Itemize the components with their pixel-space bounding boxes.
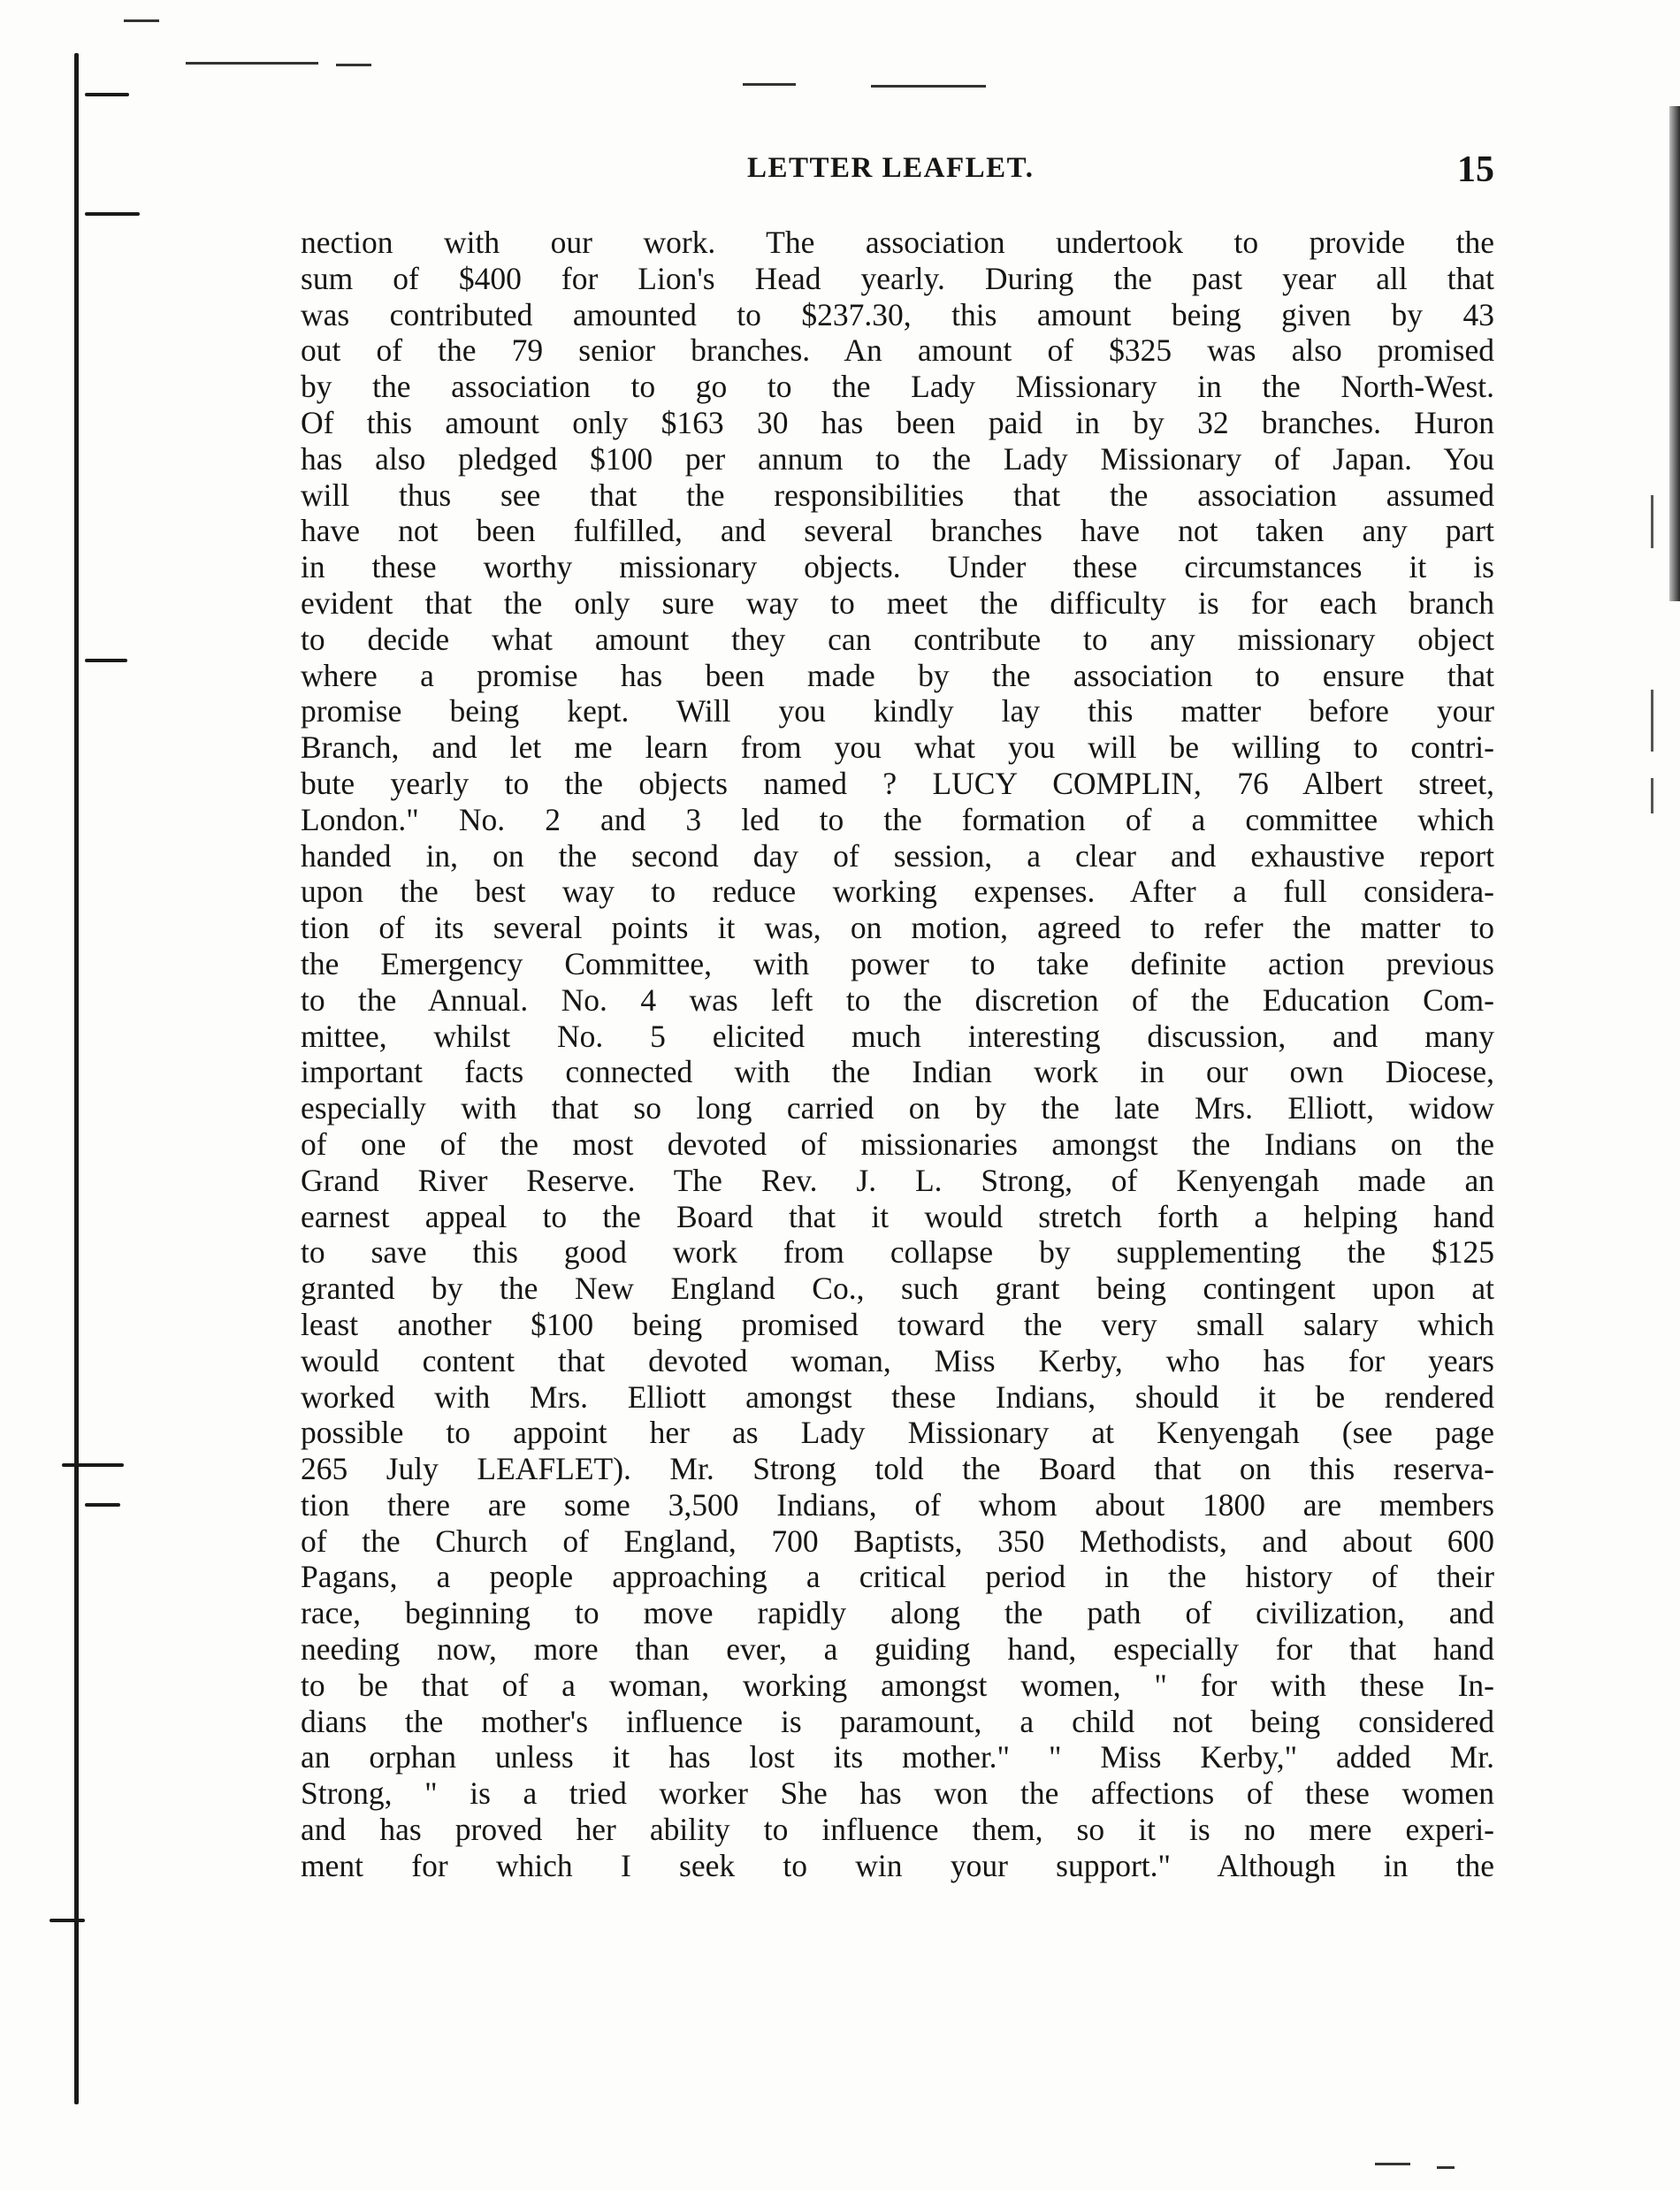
text-line: sum of $400 for Lion's Head yearly. During the past year all that (301, 260, 1494, 296)
text-line: have not been fulfilled, and several branches have not taken any part (301, 513, 1494, 549)
binding-edge (1669, 106, 1680, 601)
text-line: promise being kept. Will you kindly lay this matter before your (301, 693, 1494, 729)
text-line: tion there are some 3,500 Indians, of whom about 1800 are members (301, 1486, 1494, 1523)
text-line: race, beginning to move rapidly along the path of civilization, and (301, 1595, 1494, 1631)
scan-mark (743, 83, 796, 86)
text-line: evident that the only sure way to meet the difficulty is for each branch (301, 584, 1494, 621)
text-line: to be that of a woman, working amongst women, " for with these In- (301, 1667, 1494, 1703)
scan-mark (85, 212, 140, 216)
page-number: 15 (1457, 149, 1494, 190)
scan-mark (1437, 2166, 1455, 2169)
text-line: of the Church of England, 700 Baptists, 350 Methodists, and about 600 (301, 1523, 1494, 1559)
text-line: an orphan unless it has lost its mother." " Miss Kerby," added Mr. (301, 1739, 1494, 1775)
text-line: tion of its several points it was, on motion, agreed to refer the matter to (301, 910, 1494, 946)
text-line: to decide what amount they can contribute to any missionary object (301, 621, 1494, 657)
scan-mark (85, 659, 127, 662)
text-line: and has proved her ability to influence them, so it is no mere experi- (301, 1812, 1494, 1848)
scan-mark (336, 64, 371, 66)
text-line: to save this good work from collapse by supplementing the $125 (301, 1234, 1494, 1271)
text-line: Of this amount only $163 30 has been paid in by 32 branches. Huron (301, 404, 1494, 440)
text-line: Pagans, a people approaching a critical period in the history of their (301, 1559, 1494, 1595)
binding-edge (74, 53, 79, 2104)
text-line: worked with Mrs. Elliott amongst these Indians, should it be rendered (301, 1378, 1494, 1415)
text-line: Strong, " is a tried worker She has won the affections of these women (301, 1775, 1494, 1812)
text-line: bute yearly to the objects named ? LUCY COMPLIN, 76 Albert street, (301, 765, 1494, 801)
scan-mark (1651, 495, 1653, 548)
text-line: 265 July LEAFLET). Mr. Strong told the Board that on this reserva- (301, 1451, 1494, 1487)
running-title: LETTER LEAFLET. (747, 152, 1035, 184)
text-line: London." No. 2 and 3 led to the formation of a committee which (301, 801, 1494, 837)
text-line: possible to appoint her as Lady Missionary at Kenyengah (see page (301, 1415, 1494, 1451)
text-line: least another $100 being promised toward the very small salary which (301, 1306, 1494, 1342)
text-line: will thus see that the responsibilities that the association assumed (301, 477, 1494, 513)
text-line: handed in, on the second day of session, a clear and exhaustive report (301, 837, 1494, 874)
text-line: has also pledged $100 per annum to the Lady Missionary of Japan. You (301, 440, 1494, 477)
text-line: Grand River Reserve. The Rev. J. L. Strong, of Kenyengah made an (301, 1162, 1494, 1198)
scan-mark (1651, 778, 1653, 813)
running-head (301, 149, 1494, 196)
text-line: nection with our work. The association undertook to provide the (301, 225, 1494, 260)
scan-mark (124, 19, 159, 22)
scan-mark (85, 1503, 120, 1507)
text-line: was contributed amounted to $237.30, this amount being given by 43 (301, 296, 1494, 332)
scan-mark (1375, 2163, 1410, 2165)
text-line: earnest appeal to the Board that it would stretch forth a helping hand (301, 1198, 1494, 1234)
text-line: ment for which I seek to win your support." Although in the (301, 1847, 1494, 1883)
scan-mark (50, 1919, 85, 1922)
scan-mark (871, 85, 986, 88)
text-line: where a promise has been made by the association to ensure that (301, 657, 1494, 693)
text-line: upon the best way to reduce working expenses. After a full considera- (301, 874, 1494, 910)
text-line: mittee, whilst No. 5 elicited much interesting discussion, and many (301, 1018, 1494, 1054)
text-line: the Emergency Committee, with power to take definite action previous (301, 945, 1494, 981)
body-text (301, 225, 1494, 1884)
text-line: by the association to go to the Lady Missionary in the North-West. (301, 369, 1494, 405)
text-line: granted by the New England Co., such grant being contingent upon at (301, 1271, 1494, 1307)
scan-mark (85, 93, 129, 96)
text-line: especially with that so long carried on by the late Mrs. Elliott, widow (301, 1090, 1494, 1126)
scan-mark (186, 62, 318, 65)
scan-mark (1651, 690, 1653, 752)
text-line: in these worthy missionary objects. Under these circumstances it is (301, 549, 1494, 585)
text-line: out of the 79 senior branches. An amount of $325 was also promised (301, 332, 1494, 369)
text-line: of one of the most devoted of missionaries amongst the Indians on the (301, 1126, 1494, 1162)
text-line: to the Annual. No. 4 was left to the discretion of the Education Com- (301, 981, 1494, 1018)
scan-mark (62, 1463, 124, 1467)
text-line: dians the mother's influence is paramount, a child not being considered (301, 1703, 1494, 1739)
text-line: needing now, more than ever, a guiding hand, especially for that hand (301, 1631, 1494, 1668)
text-line: would content that devoted woman, Miss Kerby, who has for years (301, 1342, 1494, 1378)
text-line: Branch, and let me learn from you what you will be willing to contri- (301, 729, 1494, 766)
text-line: important facts connected with the Indian work in our own Diocese, (301, 1054, 1494, 1090)
